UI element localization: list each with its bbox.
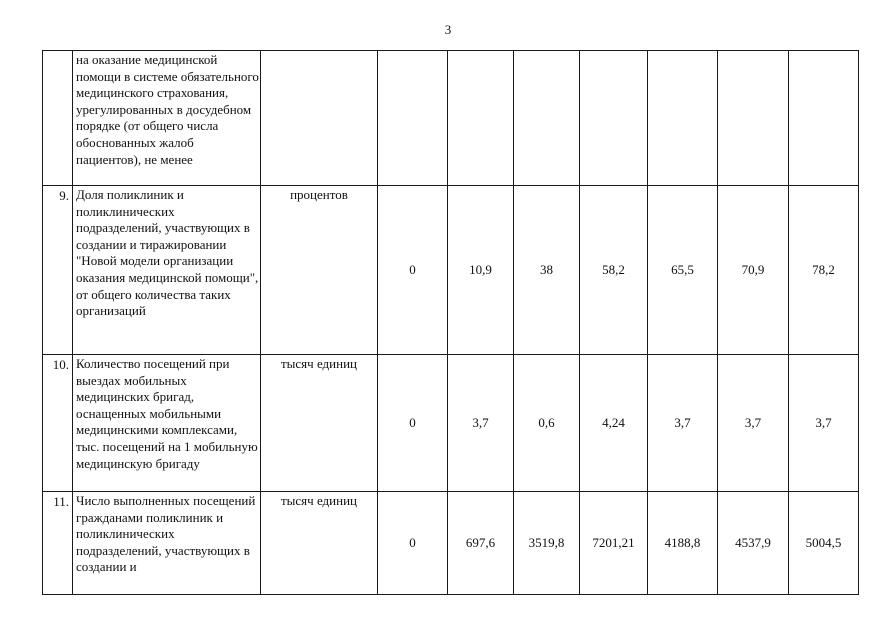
table-row [43, 492, 859, 595]
value-cell [378, 51, 448, 186]
row-number: 11. [43, 492, 73, 595]
value-cell: 3,7 [648, 355, 718, 492]
indicator-name: на оказание медицинской помощи в системе обязательного медицинского страхования, урегулированных в досудебном порядке (от общего числа обоснованных жалоб пациентов), не менее [73, 51, 261, 186]
value-cell: 0 [378, 355, 448, 492]
indicator-name: Число выполненных посещений гражданами поликлиник и поликлинических подразделений, участвующих в создании и [73, 492, 261, 595]
value-cell [514, 51, 580, 186]
table-row [43, 51, 859, 186]
value-cell: 3,7 [718, 355, 789, 492]
value-cell: 3519,8 [514, 492, 580, 595]
unit-cell: тысяч единиц [261, 355, 378, 492]
value-cell: 4,24 [580, 355, 648, 492]
page-number: 3 [444, 22, 452, 37]
unit-cell [261, 51, 378, 186]
value-cell: 7201,21 [580, 492, 648, 595]
value-cell [448, 51, 514, 186]
value-cell: 10,9 [448, 186, 514, 355]
unit-cell: процентов [261, 186, 378, 355]
row-number [43, 51, 73, 186]
value-cell: 5004,5 [789, 492, 859, 595]
value-cell: 78,2 [789, 186, 859, 355]
value-cell: 697,6 [448, 492, 514, 595]
value-cell: 3,7 [448, 355, 514, 492]
value-cell [718, 51, 789, 186]
value-cell [580, 51, 648, 186]
value-cell: 38 [514, 186, 580, 355]
value-cell [789, 51, 859, 186]
value-cell: 58,2 [580, 186, 648, 355]
table-row [43, 355, 859, 492]
value-cell: 4537,9 [718, 492, 789, 595]
value-cell: 70,9 [718, 186, 789, 355]
table-row [43, 186, 859, 355]
value-cell [648, 51, 718, 186]
value-cell: 3,7 [789, 355, 859, 492]
value-cell: 0,6 [514, 355, 580, 492]
indicators-table [42, 50, 859, 595]
value-cell: 0 [378, 492, 448, 595]
value-cell: 65,5 [648, 186, 718, 355]
unit-cell: тысяч единиц [261, 492, 378, 595]
row-number: 9. [43, 186, 73, 355]
indicator-name: Количество посещений при выездах мобильных медицинских бригад, оснащенных мобильными медицинскими комплексами, тыс. посещений на 1 мобильную медицинскую бригаду [73, 355, 261, 492]
value-cell: 0 [378, 186, 448, 355]
value-cell: 4188,8 [648, 492, 718, 595]
row-number: 10. [43, 355, 73, 492]
indicator-name: Доля поликлиник и поликлинических подразделений, участвующих в создании и тиражировании "Новой модели организации оказания медицинской помощи", от общего количества таких организаций [73, 186, 261, 355]
